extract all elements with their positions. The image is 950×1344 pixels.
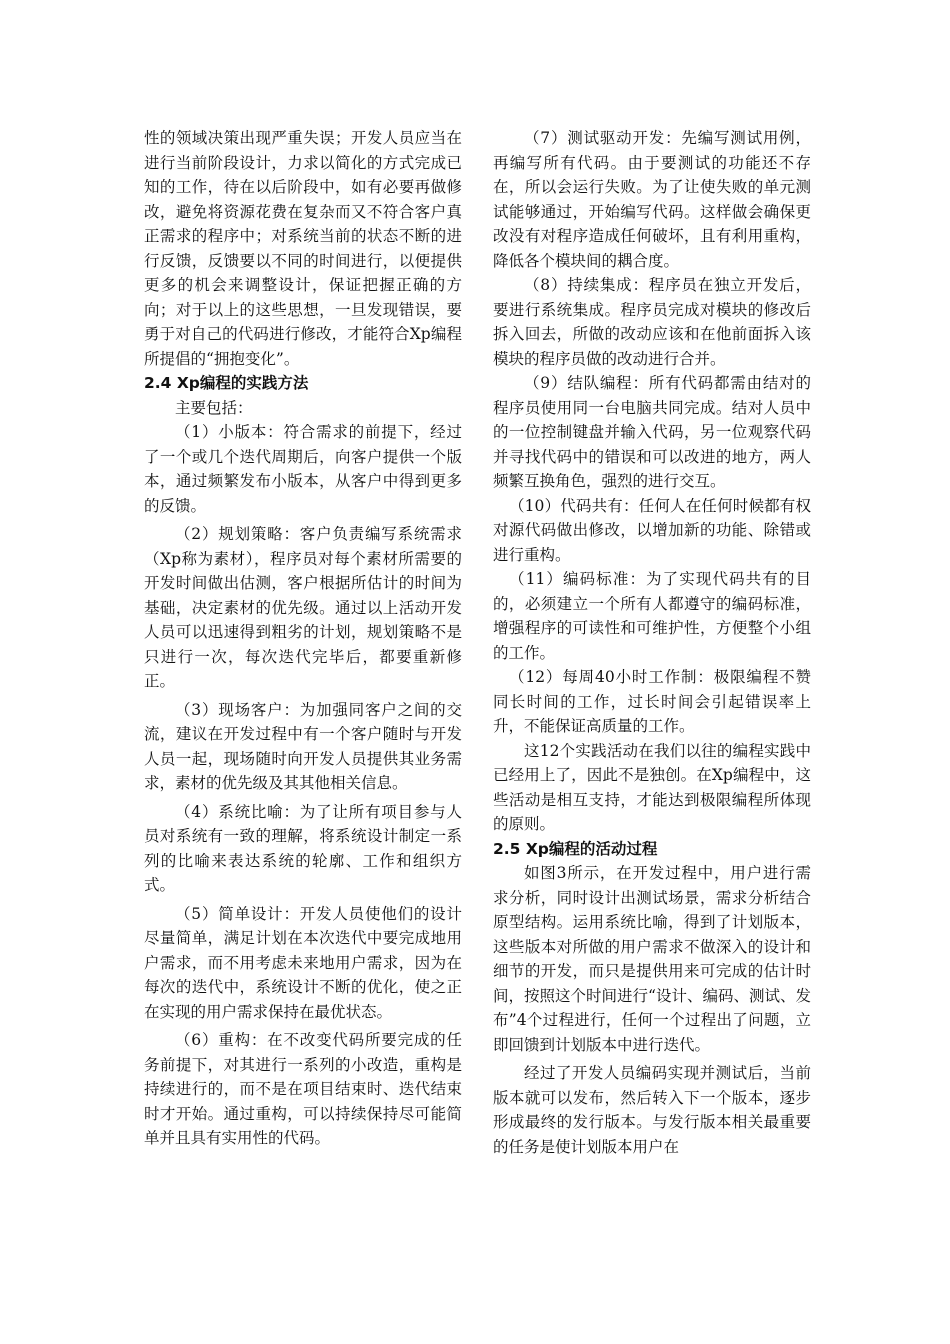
- paragraph-summary: 这12个实践活动在我们以往的编程实践中已经用上了，因此不是独创。在Xp编程中，这些活动是相互支持，才能达到极限编程所体现的原则。: [493, 741, 811, 833]
- paragraph-practice-6: （6）重构：在不改变代码所要完成的任务前提下，对其进行一系列的小改造，重构是持续进行的，而不是在项目结束时、迭代结束时才开始。通过重构，可以持续保持尽可能简单并且具有实用性的代码。: [144, 1031, 462, 1147]
- paragraph-practice-9: （9）结队编程：所有代码都需由结对的程序员使用同一台电脑共同完成。结对人员中的一位控制键盘并输入代码，另一位观察代码并寻找代码中的错误和可以改进的地方，两人频繁互换角色，强烈的进行交互。: [493, 374, 811, 490]
- paragraph-practice-12: （12）每周40小时工作制：极限编程不赞同长时间的工作，过长时间会引起错误率上升，不能保证高质量的工作。: [493, 668, 811, 735]
- left-column: [144, 126, 462, 1151]
- section-heading-2-4: 2.4 Xp编程的实践方法: [144, 374, 309, 392]
- right-column: [493, 126, 811, 1159]
- paragraph-intro: 主要包括：: [175, 398, 253, 417]
- paragraph-practice-10: （10）代码共有：任何人在任何时候都有权对源代码做出修改，以增加新的功能、除错或进行重构。: [493, 496, 811, 564]
- paragraph-practice-11: （11）编码标准：为了实现代码共有的目的，必须建立一个所有人都遵守的编码标准，增强程序的可读性和可维护性，方便整个小组的工作。: [493, 570, 811, 662]
- paragraph-practice-2: （2）规划策略：客户负责编写系统需求（Xp称为素材），程序员对每个素材所需要的开发时间做出估测，客户根据所估计的时间为基础，决定素材的优先级。通过以上活动开发人员可以迅速得到粗劣的计划，规划策略不是只进行一次，每次迭代完毕后，都要重新修正。: [144, 525, 462, 690]
- paragraph-continued: 性的领域决策出现严重失误；开发人员应当在进行当前阶段设计，力求以简化的方式完成已知的工作，待在以后阶段中，如有必要再做修改，避免将资源花费在复杂而又不符合客户真正需求的程序中；对系统当前的状态不断的进行反馈，反馈要以不同的时间进行，以便提供更多的机会来调整设计，保证把握正确的方向；对于以上的这些思想，一旦发现错误，要勇于对自己的代码进行修改，才能符合Xp编程所提倡的“拥抱变化”。: [144, 129, 462, 368]
- paragraph-process-2: 经过了开发人员编码实现并测试后，当前版本就可以发布，然后转入下一个版本，逐步形成最终的发行版本。与发行版本相关最重要的任务是使计划版本用户在: [493, 1064, 811, 1156]
- paragraph-practice-1: （1）小版本：符合需求的前提下，经过了一个或几个迭代周期后，向客户提供一个版本，通过频繁发布小版本，从客户中得到更多的反馈。: [144, 423, 462, 515]
- paragraph-practice-3: （3）现场客户：为加强同客户之间的交流，建议在开发过程中有一个客户随时与开发人员一起，现场随时向开发人员提供其业务需求，素材的优先级及其其他相关信息。: [144, 700, 462, 792]
- paragraph-process-1: 如图3所示，在开发过程中，用户进行需求分析，同时设计出测试场景，需求分析结合原型结构。运用系统比喻，得到了计划版本，这些版本对所做的用户需求不做深入的设计和细节的开发，而只是提供用来可完成的估计时间，按照这个时间进行“设计、编码、测试、发布”4个过程进行，任何一个过程出了问题，立即回馈到计划版本中进行迭代。: [493, 864, 811, 1054]
- paragraph-practice-7: （7）测试驱动开发：先编写测试用例，再编写所有代码。由于要测试的功能还不存在，所以会运行失败。为了让使失败的单元测试能够通过，开始编写代码。这样做会确保更改没有对程序造成任何破坏，且有利用重构，降低各个模块间的耦合度。: [493, 129, 811, 270]
- paragraph-practice-5: （5）简单设计：开发人员使他们的设计尽量简单，满足计划在本次迭代中要完成地用户需求，而不用考虑未来地用户需求，因为在每次的迭代中，系统设计不断的优化，使之正在实现的用户需求保持在最优状态。: [144, 904, 462, 1021]
- paragraph-practice-4: （4）系统比喻：为了让所有项目参与人员对系统有一致的理解，将系统设计制定一系列的比喻来表达系统的轮廓、工作和组织方式。: [144, 802, 462, 894]
- section-heading-2-5: 2.5 Xp编程的活动过程: [493, 839, 658, 858]
- paragraph-practice-8: （8）持续集成：程序员在独立开发后，要进行系统集成。程序员完成对模块的修改后拆入回去，所做的改动应该和在他前面拆入该模块的程序员做的改动进行合并。: [493, 276, 811, 368]
